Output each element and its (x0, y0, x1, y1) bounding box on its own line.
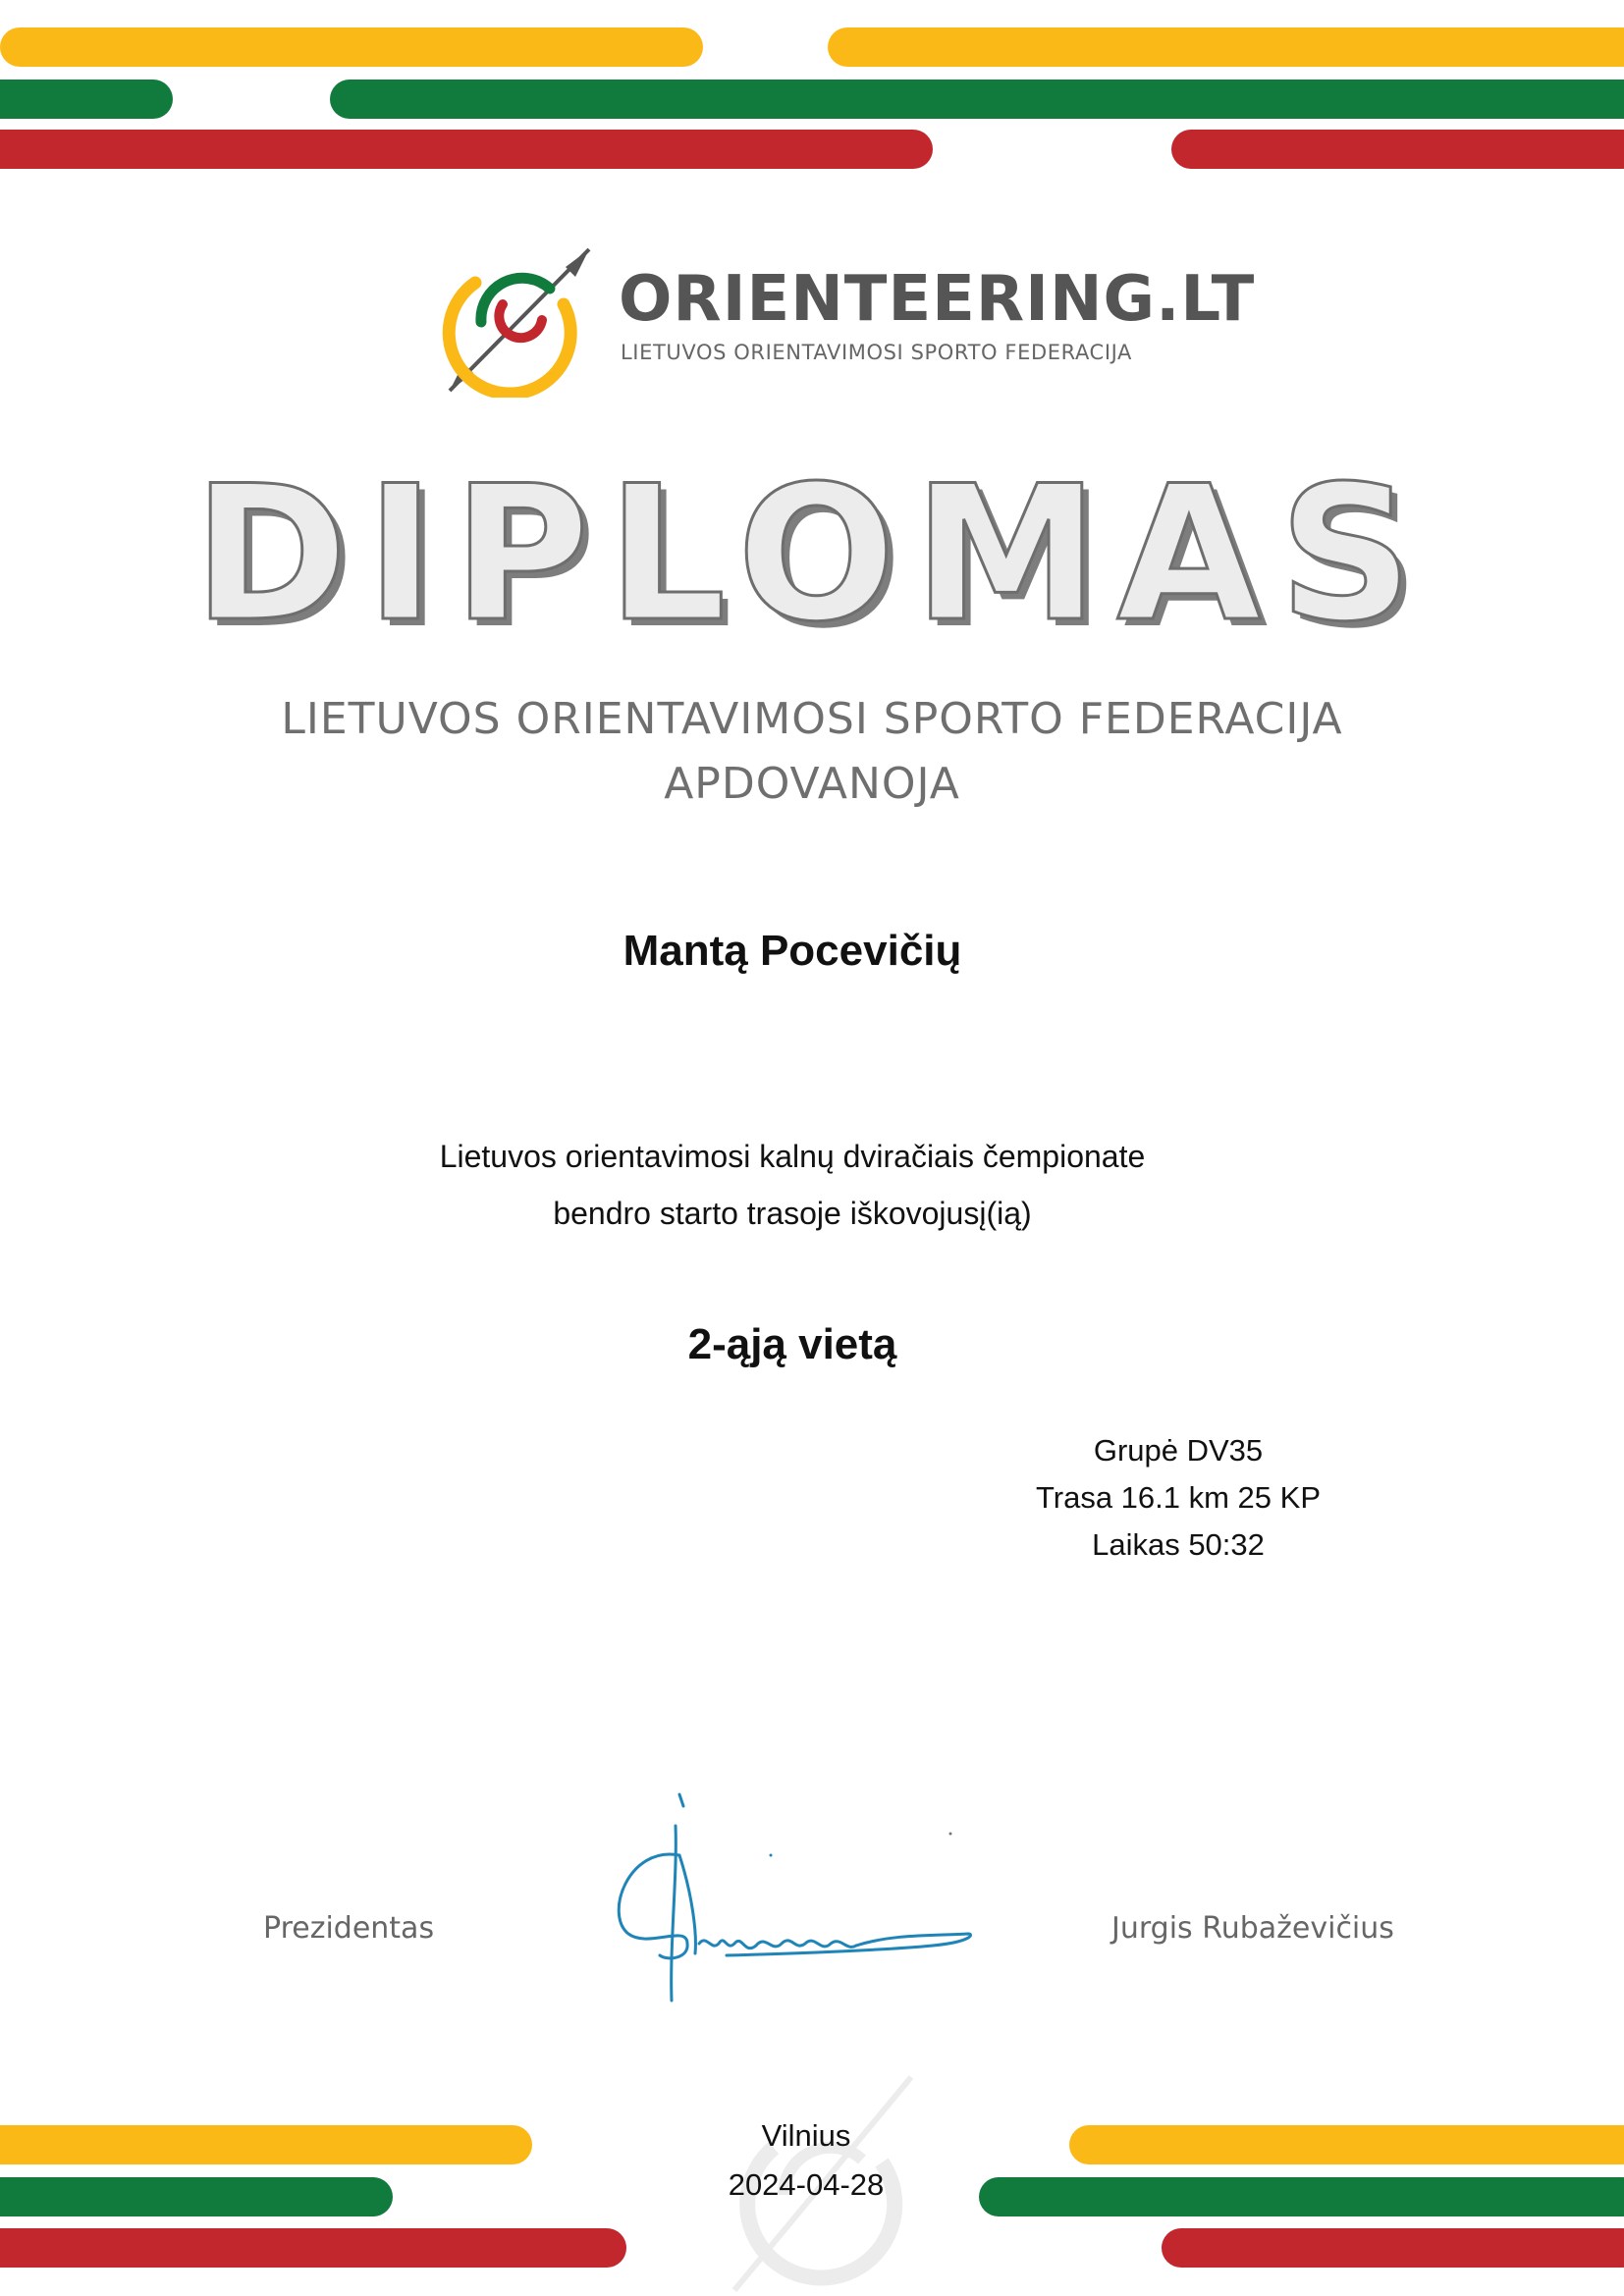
compass-rings-logo-icon (440, 245, 597, 398)
top-stripe-green-right (330, 80, 1624, 119)
brand-name: ORIENTEERING.LT (619, 263, 1256, 336)
course-detail: Trasa 16.1 km 25 KP (1035, 1480, 1322, 1515)
president-title: Prezidentas (263, 1911, 435, 1946)
bottom-stripe-red-right (1162, 2228, 1624, 2268)
handwritten-signature-icon (609, 1787, 982, 2012)
place-awarded: 2-ąją vietą (687, 1320, 897, 1368)
federation-line: LIETUVOS ORIENTAVIMOSI SPORTO FEDERACIJA (281, 694, 1343, 744)
top-stripe-yellow-right (828, 27, 1624, 67)
top-stripe-green-left (0, 80, 173, 119)
top-stripe-yellow-left (0, 27, 703, 67)
top-stripe-red-left (0, 130, 933, 169)
event-description-line2: bendro starto trasoje iškovojusį(ią) (553, 1196, 1032, 1231)
top-stripe-red-right (1171, 130, 1624, 169)
time-detail: Laikas 50:32 (1092, 1527, 1265, 1562)
recipient-name: Mantą Pocevičių (623, 927, 962, 975)
awards-line: APDOVANOJA (664, 759, 960, 809)
event-description-line1: Lietuvos orientavimosi kalnų dviračiais čempionate (439, 1139, 1146, 1174)
president-name: Jurgis Rubaževičius (1111, 1911, 1394, 1946)
bottom-stripe-red-left (0, 2228, 626, 2268)
group-detail: Grupė DV35 (1093, 1433, 1264, 1468)
city: Vilnius (761, 2118, 851, 2153)
diploma-title: DIPLOMAS (192, 446, 1432, 663)
brand-subtitle: LIETUVOS ORIENTAVIMOSI SPORTO FEDERACIJA (621, 341, 1132, 364)
date: 2024-04-28 (728, 2167, 885, 2202)
